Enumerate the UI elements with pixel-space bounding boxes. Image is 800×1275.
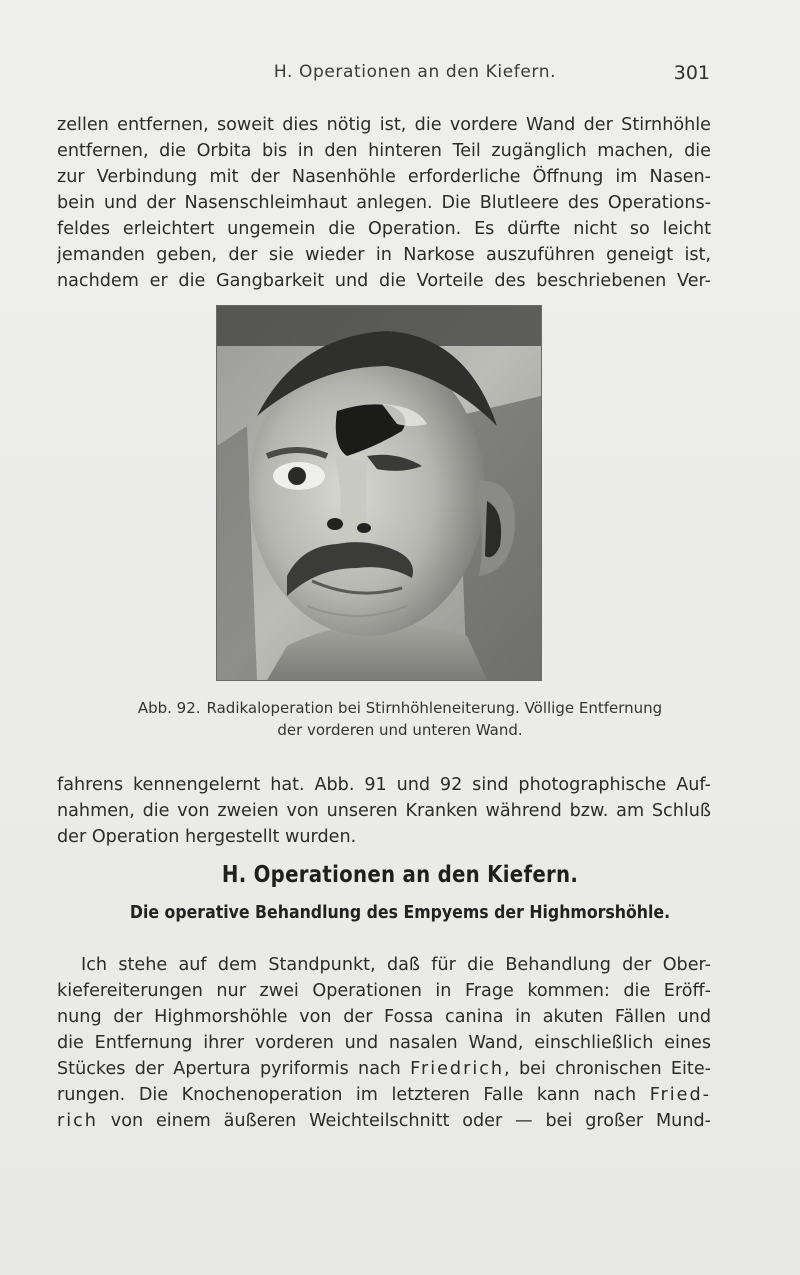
text-line: nachdem er die Gangbarkeit und die Vorteile des beschriebenen Ver- — [57, 271, 711, 291]
text-line: die Entfernung ihrer vorderen und nasalen Wand, einschließlich eines — [57, 1033, 711, 1053]
section-subheading: Die operative Behandlung des Empyems der Highmorshöhle. — [129, 903, 671, 923]
text-line: Ich stehe auf dem Standpunkt, daß für die Behandlung der Ober- — [81, 955, 711, 975]
page-number: 301 — [673, 62, 710, 84]
text-segment: von einem äußeren Weichteilschnitt oder — bei großer Mund- — [97, 1111, 711, 1131]
text-line: nung der Highmorshöhle von der Fossa canina in akuten Fällen und — [57, 1007, 711, 1027]
patient-portrait-photo — [217, 306, 541, 680]
running-title: H. Operationen an den Kiefern. — [273, 62, 557, 82]
text-line: entfernen, die Orbita bis in den hinteren Teil zugänglich machen, die — [57, 141, 711, 161]
text-line: feldes erleichtert ungemein die Operation. Es dürfte nicht so leicht — [57, 219, 711, 239]
paragraph-mid — [57, 772, 711, 850]
text-line — [57, 1108, 711, 1134]
text-line: nahmen, die von zweien von unseren Kranken während bzw. am Schluß — [57, 801, 711, 821]
text-line: fahrens kennengelernt hat. Abb. 91 und 92 sind photographische Auf- — [57, 775, 711, 795]
figure-photograph — [216, 305, 542, 681]
text-line: der Operation hergestellt wurden. — [57, 827, 357, 847]
paragraph-bottom — [57, 952, 711, 1134]
caption-text-line-2: der vorderen und unteren Wand. — [277, 721, 523, 739]
figure-label: Abb. 92. — [137, 699, 201, 717]
text-segment: rungen. Die Knochenoperation im letzteren Falle kann nach — [57, 1085, 650, 1105]
author-name: Friedrich — [410, 1059, 505, 1079]
figure-caption — [90, 697, 710, 741]
text-line: bein und der Nasenschleimhaut anlegen. Die Blutleere des Operations- — [57, 193, 711, 213]
text-line: zellen entfernen, soweit dies nötig ist, die vordere Wand der Stirnhöhle — [57, 115, 711, 135]
text-line: jemanden geben, der sie wieder in Narkose auszuführen geneigt ist, — [57, 245, 711, 265]
author-name: rich — [57, 1111, 98, 1131]
text-line: zur Verbindung mit der Nasenhöhle erforderliche Öffnung im Nasen- — [57, 167, 711, 187]
author-name: Fried- — [649, 1085, 711, 1105]
paragraph-top — [57, 112, 711, 294]
text-line: kiefereiterungen nur zwei Operationen in Frage kommen: die Eröff- — [57, 981, 711, 1001]
running-head — [60, 62, 710, 88]
text-line — [57, 1056, 711, 1082]
caption-text-line-1: Radikaloperation bei Stirnhöhleneiterung. Völlige Entfernung — [206, 699, 663, 717]
section-heading: H. Operationen an den Kiefern. — [221, 862, 579, 888]
text-segment: Stückes der Apertura pyriformis nach — [57, 1059, 411, 1079]
text-line — [57, 1082, 711, 1108]
text-segment: , bei chronischen Eite- — [504, 1059, 711, 1079]
